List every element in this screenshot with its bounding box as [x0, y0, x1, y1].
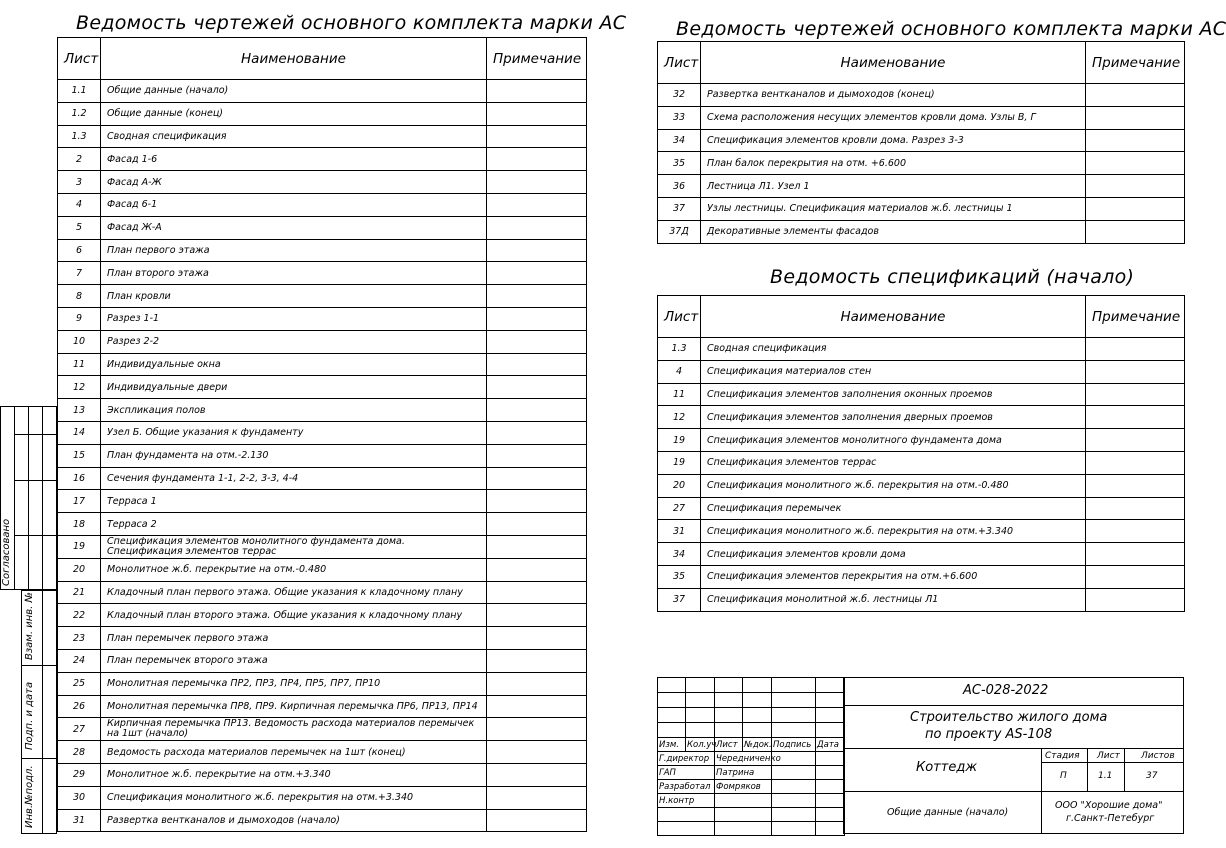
row-sheet: 24: [58, 649, 101, 672]
row-note: [487, 171, 587, 194]
row-sheet: 5: [58, 216, 101, 239]
project-line2: по проекту AS-108: [925, 727, 1053, 742]
table-row: [58, 741, 587, 764]
row-name: Сечения фундамента 1-1, 2-2, 3-3, 4-4: [101, 467, 487, 490]
row-name: План кровли: [101, 285, 487, 308]
table-row: [58, 513, 587, 536]
left-table-title: Ведомость чертежей основного комплекта марки АС: [76, 12, 627, 34]
row-note: [1086, 152, 1185, 175]
table-row: [658, 543, 1185, 566]
row-name: Развертка вентканалов и дымоходов (начало): [101, 809, 487, 832]
title-block-grid: [657, 677, 845, 836]
row-sheet: 31: [58, 809, 101, 832]
row-note: [487, 193, 587, 216]
row-note: [487, 809, 587, 832]
table-row: [58, 102, 587, 125]
table-row: [58, 763, 587, 786]
row-name: Ведомость расхода материалов перемычек на 1шт (конец): [101, 741, 487, 764]
row-name: Спецификация элементов монолитного фундамента дома: [701, 429, 1086, 452]
table-row: [58, 604, 587, 627]
doc-code: АС-028-2022: [963, 683, 1049, 698]
org-line2: г.Санкт-Петебург: [1066, 813, 1155, 824]
row-sheet: 12: [658, 406, 701, 429]
table-row: [58, 718, 587, 741]
table-row: [58, 444, 587, 467]
table-row: [58, 558, 587, 581]
row-note: [1086, 338, 1185, 361]
row-sheet: 1.3: [658, 338, 701, 361]
row-sheet: 16: [58, 467, 101, 490]
row-note: [487, 649, 587, 672]
org-line1: ООО "Хорошие дома": [1055, 800, 1163, 811]
row-sheet: 18: [58, 513, 101, 536]
row-name: Индивидуальные двери: [101, 376, 487, 399]
row-note: [487, 604, 587, 627]
table-row: [58, 786, 587, 809]
table-row: [658, 197, 1185, 220]
row-note: [1086, 429, 1185, 452]
row-sheet: 2: [58, 148, 101, 171]
row-note: [1086, 129, 1185, 152]
object-name: Коттедж: [916, 760, 978, 775]
tb-col-header: Дата: [816, 738, 845, 752]
row-name: Сводная спецификация: [701, 338, 1086, 361]
row-sheet: 36: [658, 175, 701, 198]
row-note: [487, 467, 587, 490]
left-drawings-table: [57, 37, 587, 832]
row-sheet: 33: [658, 106, 701, 129]
row-sheet: 8: [58, 285, 101, 308]
row-name: План фундамента на отм.-2.130: [101, 444, 487, 467]
sheets-label: Листов: [1141, 751, 1175, 761]
row-note: [1086, 588, 1185, 611]
row-name: Декоративные элементы фасадов: [701, 220, 1086, 243]
table-row: [58, 353, 587, 376]
row-name: Спецификация монолитного ж.б. перекрытия на отм.-0.480: [701, 474, 1086, 497]
header-sheet: Лист: [658, 42, 701, 84]
row-name: План перемычек второго этажа: [101, 649, 487, 672]
stage-value: П: [1060, 771, 1067, 781]
row-note: [487, 672, 587, 695]
table-row: [58, 285, 587, 308]
row-sheet: 27: [58, 718, 101, 741]
sheet-label: Лист: [1097, 751, 1120, 761]
row-note: [487, 285, 587, 308]
table-row: [58, 627, 587, 650]
row-note: [487, 148, 587, 171]
row-name: Общие данные (конец): [101, 102, 487, 125]
row-name: План перемычек первого этажа: [101, 627, 487, 650]
row-name: Спецификация элементов террас: [701, 451, 1086, 474]
tb-person-row: ГАП Патрина: [658, 766, 845, 780]
row-sheet: 23: [58, 627, 101, 650]
row-sheet: 7: [58, 262, 101, 285]
row-sheet: 12: [58, 376, 101, 399]
row-name: Развертка вентканалов и дымоходов (конец): [701, 84, 1086, 107]
row-name: Узлы лестницы. Спецификация материалов ж.б. лестницы 1: [701, 197, 1086, 220]
row-name: Спецификация материалов стен: [701, 360, 1086, 383]
row-note: [487, 307, 587, 330]
table-row: [58, 421, 587, 444]
table-row: [658, 152, 1185, 175]
table-row: [658, 129, 1185, 152]
row-note: [487, 786, 587, 809]
row-name: Узел Б. Общие указания к фундаменту: [101, 421, 487, 444]
tb-person-row: Н.контр: [658, 794, 845, 808]
table-row: [58, 467, 587, 490]
row-sheet: 28: [58, 741, 101, 764]
table-row: [658, 360, 1185, 383]
row-name: Кладочный план первого этажа. Общие указания к кладочному плану: [101, 581, 487, 604]
row-sheet: 17: [58, 490, 101, 513]
row-sheet: 3: [58, 171, 101, 194]
row-name: Разрез 1-1: [101, 307, 487, 330]
row-note: [1086, 175, 1185, 198]
row-sheet: 14: [58, 421, 101, 444]
row-name: Спецификация элементов монолитного фундамента дома. Спецификация элементов террас: [101, 535, 487, 558]
row-sheet: 13: [58, 399, 101, 422]
row-name: Фасад 6-1: [101, 193, 487, 216]
row-name: Экспликация полов: [101, 399, 487, 422]
row-sheet: 30: [58, 786, 101, 809]
row-name: Схема расположения несущих элементов кровли дома. Узлы В, Г: [701, 106, 1086, 129]
row-note: [487, 535, 587, 558]
spec-table-title: Ведомость спецификаций (начало): [770, 266, 1135, 288]
stage-label: Стадия: [1045, 751, 1080, 761]
row-sheet: 10: [58, 330, 101, 353]
row-sheet: 9: [58, 307, 101, 330]
table-row: [58, 239, 587, 262]
row-note: [1086, 220, 1185, 243]
row-note: [487, 627, 587, 650]
table-row: [58, 672, 587, 695]
row-name: Разрез 2-2: [101, 330, 487, 353]
row-sheet: 4: [658, 360, 701, 383]
row-sheet: 32: [658, 84, 701, 107]
row-name: Фасад Ж-А: [101, 216, 487, 239]
row-sheet: 11: [658, 383, 701, 406]
row-note: [487, 102, 587, 125]
row-sheet: 19: [658, 451, 701, 474]
row-note: [1086, 565, 1185, 588]
table-row: [658, 220, 1185, 243]
right-table-title: Ведомость чертежей основного комплекта марки АС: [676, 18, 1226, 40]
row-name: Спецификация элементов перекрытия на отм.+6.600: [701, 565, 1086, 588]
row-note: [1086, 451, 1185, 474]
tb-person-row: Г.директор Чередниченко: [658, 752, 845, 766]
row-sheet: 22: [58, 604, 101, 627]
row-note: [1086, 106, 1185, 129]
tb-col-header: Подпись: [772, 738, 816, 752]
table-row: [58, 262, 587, 285]
table-row: [658, 175, 1185, 198]
row-name: Спецификация элементов кровли дома. Разрез 3-3: [701, 129, 1086, 152]
row-note: [1086, 383, 1185, 406]
spec-table: [657, 295, 1185, 612]
header-name: Наименование: [701, 42, 1086, 84]
row-sheet: 20: [58, 558, 101, 581]
table-row: [658, 451, 1185, 474]
row-name: Лестница Л1. Узел 1: [701, 175, 1086, 198]
table-row: [658, 497, 1185, 520]
row-sheet: 34: [658, 129, 701, 152]
row-sheet: 37Д: [658, 220, 701, 243]
row-note: [487, 695, 587, 718]
row-note: [1086, 520, 1185, 543]
row-name: Спецификация монолитной ж.б. лестницы Л1: [701, 588, 1086, 611]
table-row: [658, 406, 1185, 429]
row-name: Спецификация монолитного ж.б. перекрытия на отм.+3.340: [101, 786, 487, 809]
inv-replace-label: Взам. инв. №: [24, 592, 35, 660]
tb-col-header: Лист: [715, 738, 743, 752]
tb-col-header: Кол.уч: [687, 739, 717, 750]
table-row: [658, 565, 1185, 588]
row-note: [487, 558, 587, 581]
table-row: [658, 520, 1185, 543]
row-note: [487, 216, 587, 239]
row-note: [1086, 474, 1185, 497]
row-name: Монолитная перемычка ПР2, ПР3, ПР4, ПР5, ПР7, ПР10: [101, 672, 487, 695]
table-row: [58, 171, 587, 194]
row-note: [487, 262, 587, 285]
row-note: [487, 718, 587, 741]
row-name: План первого этажа: [101, 239, 487, 262]
table-row: [58, 809, 587, 832]
row-sheet: 20: [658, 474, 701, 497]
header-sheet: Лист: [58, 38, 101, 80]
row-sheet: 1.3: [58, 125, 101, 148]
row-name: Фасад А-Ж: [101, 171, 487, 194]
row-name: Спецификация элементов заполнения дверных проемов: [701, 406, 1086, 429]
row-name: Спецификация перемычек: [701, 497, 1086, 520]
row-name: Кирпичная перемычка ПР13. Ведомость расхода материалов перемычек на 1шт (начало): [101, 718, 487, 741]
row-sheet: 6: [58, 239, 101, 262]
row-note: [487, 125, 587, 148]
table-row: [658, 474, 1185, 497]
table-row: [58, 148, 587, 171]
row-sheet: 19: [658, 429, 701, 452]
row-note: [1086, 497, 1185, 520]
table-row: [58, 399, 587, 422]
sign-date-label: Подп. и дата: [24, 681, 35, 750]
row-note: [487, 444, 587, 467]
table-row: [58, 125, 587, 148]
row-name: Монолитное ж.б. перекрытие на отм.-0.480: [101, 558, 487, 581]
row-sheet: 15: [58, 444, 101, 467]
row-note: [487, 421, 587, 444]
row-sheet: 21: [58, 581, 101, 604]
row-sheet: 27: [658, 497, 701, 520]
row-name: Общие данные (начало): [101, 80, 487, 103]
table-row: [658, 429, 1185, 452]
row-sheet: 34: [658, 543, 701, 566]
row-name: Спецификация элементов кровли дома: [701, 543, 1086, 566]
row-name: План второго этажа: [101, 262, 487, 285]
row-sheet: 26: [58, 695, 101, 718]
row-sheet: 35: [658, 565, 701, 588]
row-note: [1086, 197, 1185, 220]
row-note: [487, 581, 587, 604]
table-row: [58, 307, 587, 330]
table-row: [658, 84, 1185, 107]
table-row: [58, 330, 587, 353]
project-line1: Строительство жилого дома: [910, 710, 1108, 725]
row-note: [487, 741, 587, 764]
table-row: [658, 106, 1185, 129]
table-row: [58, 581, 587, 604]
row-name: Фасад 1-6: [101, 148, 487, 171]
table-row: [58, 649, 587, 672]
row-note: [1086, 406, 1185, 429]
row-name: Сводная спецификация: [101, 125, 487, 148]
row-note: [487, 490, 587, 513]
inv-orig-label: Инв.№подл.: [24, 765, 35, 828]
row-note: [1086, 360, 1185, 383]
table-row: [658, 588, 1185, 611]
header-note: Примечание: [1086, 42, 1185, 84]
row-name: Монолитная перемычка ПР8, ПР9. Кирпичная перемычка ПР6, ПР13, ПР14: [101, 695, 487, 718]
row-note: [487, 763, 587, 786]
header-sheet: Лист: [658, 296, 701, 338]
row-sheet: 4: [58, 193, 101, 216]
row-sheet: 19: [58, 535, 101, 558]
row-sheet: 1.1: [58, 80, 101, 103]
sheet-value: 1.1: [1098, 771, 1113, 781]
row-sheet: 35: [658, 152, 701, 175]
row-note: [1086, 84, 1185, 107]
row-name: Терраса 1: [101, 490, 487, 513]
sheets-value: 37: [1146, 771, 1158, 781]
row-note: [487, 80, 587, 103]
row-note: [487, 513, 587, 536]
sheet-title: Общие данные (начало): [887, 807, 1009, 818]
row-name: Индивидуальные окна: [101, 353, 487, 376]
row-sheet: 11: [58, 353, 101, 376]
table-row: [58, 80, 587, 103]
table-row: [58, 216, 587, 239]
agreed-label: Согласовано: [1, 518, 12, 586]
row-name: Монолитное ж.б. перекрытие на отм.+3.340: [101, 763, 487, 786]
row-sheet: 1.2: [58, 102, 101, 125]
tb-person-row: Разработал Фомряков: [658, 780, 845, 794]
row-note: [1086, 543, 1185, 566]
table-row: [58, 376, 587, 399]
right-drawings-table: [657, 41, 1185, 244]
tb-col-header: №док.: [744, 739, 772, 750]
row-note: [487, 330, 587, 353]
header-note: Примечание: [487, 38, 587, 80]
row-sheet: 37: [658, 588, 701, 611]
row-note: [487, 239, 587, 262]
row-name: План балок перекрытия на отм. +6.600: [701, 152, 1086, 175]
row-name: Спецификация монолитного ж.б. перекрытия на отм.+3.340: [701, 520, 1086, 543]
table-row: [658, 338, 1185, 361]
row-name: Терраса 2: [101, 513, 487, 536]
row-sheet: 25: [58, 672, 101, 695]
table-row: [58, 490, 587, 513]
table-row: [58, 193, 587, 216]
table-row: [58, 535, 587, 558]
header-note: Примечание: [1086, 296, 1185, 338]
row-name: Спецификация элементов заполнения оконных проемов: [701, 383, 1086, 406]
table-row: [658, 383, 1185, 406]
row-sheet: 31: [658, 520, 701, 543]
row-name: Кладочный план второго этажа. Общие указания к кладочному плану: [101, 604, 487, 627]
row-note: [487, 376, 587, 399]
table-row: [58, 695, 587, 718]
tb-col-header: Изм.: [658, 738, 686, 752]
row-sheet: 37: [658, 197, 701, 220]
row-note: [487, 399, 587, 422]
header-name: Наименование: [701, 296, 1086, 338]
header-name: Наименование: [101, 38, 487, 80]
row-sheet: 29: [58, 763, 101, 786]
row-note: [487, 353, 587, 376]
